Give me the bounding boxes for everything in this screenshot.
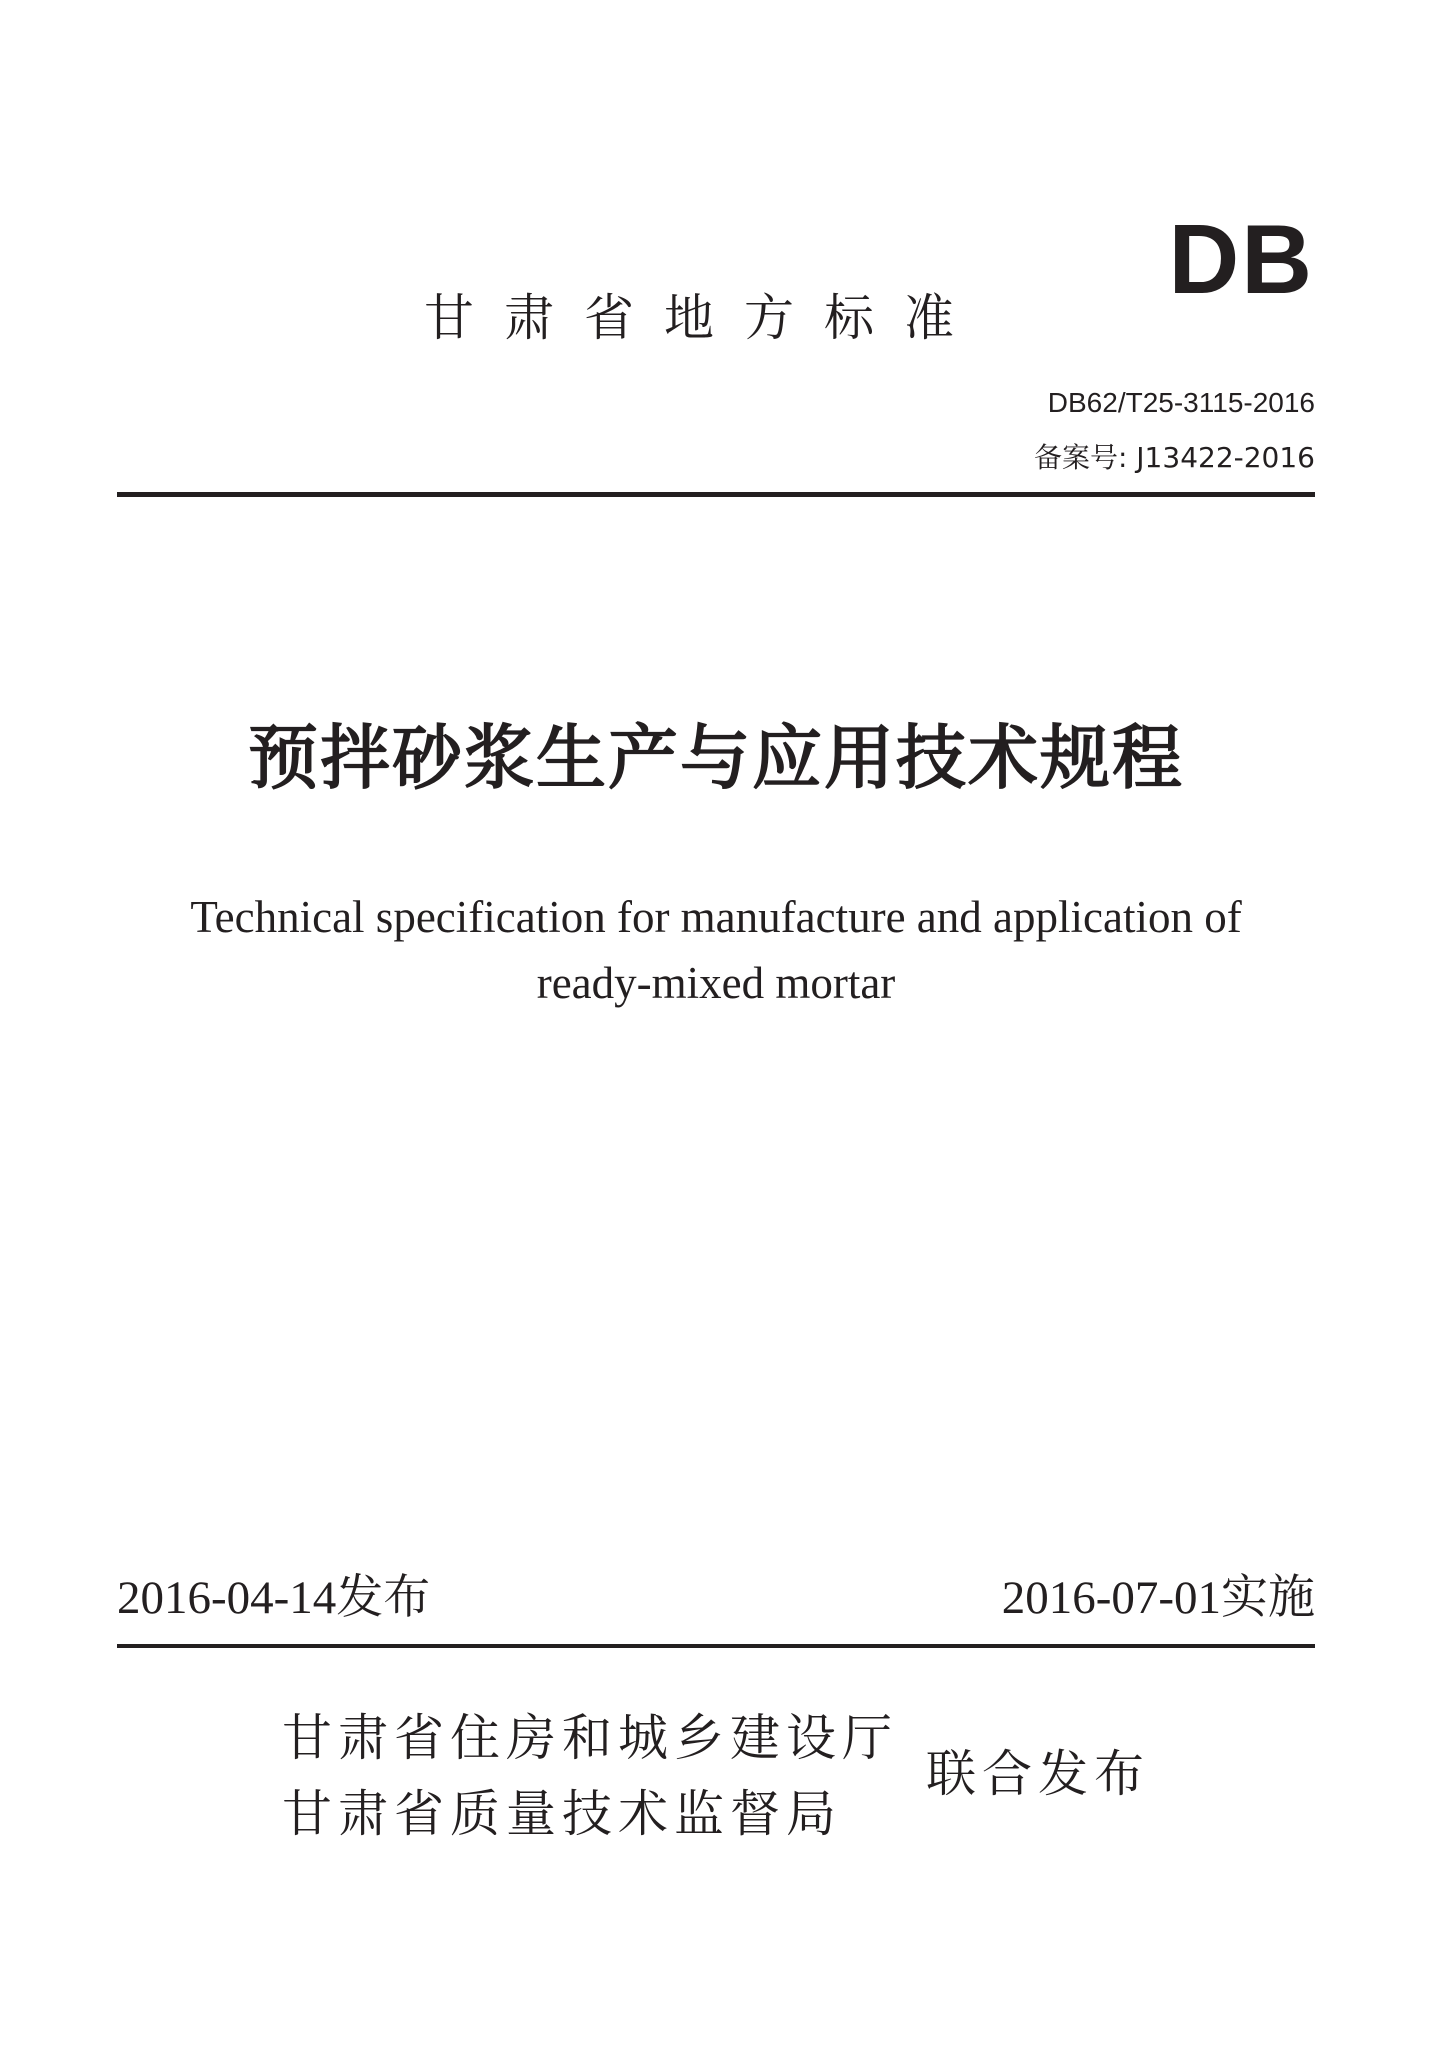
document-title-english bbox=[0, 884, 1432, 1016]
db-mark: DB bbox=[1168, 204, 1314, 314]
publisher-name: 甘肃省质量技术监督局 bbox=[282, 1785, 842, 1843]
bottom-divider bbox=[117, 1644, 1315, 1648]
top-divider bbox=[117, 492, 1315, 497]
publisher-list bbox=[282, 1700, 898, 1852]
document-title-chinese: 预拌砂浆生产与应用技术规程 bbox=[248, 716, 1184, 799]
record-number: 备案号: J13422-2016 bbox=[1033, 441, 1315, 474]
standard-type: 甘肃省地方标准 bbox=[424, 289, 984, 347]
publisher-name: 甘肃省住房和城乡建设厅 bbox=[282, 1709, 898, 1767]
joint-publish-label: 联合发布 bbox=[926, 1745, 1150, 1803]
english-title-line-1: Technical specification for manufacture and application of bbox=[190, 892, 1242, 942]
standard-code: DB62/T25-3115-2016 bbox=[1047, 387, 1315, 418]
issue-date: 2016-04-14发布 bbox=[117, 1572, 431, 1624]
effective-date: 2016-07-01实施 bbox=[1001, 1572, 1315, 1624]
english-title-line-2: ready-mixed mortar bbox=[536, 958, 896, 1008]
